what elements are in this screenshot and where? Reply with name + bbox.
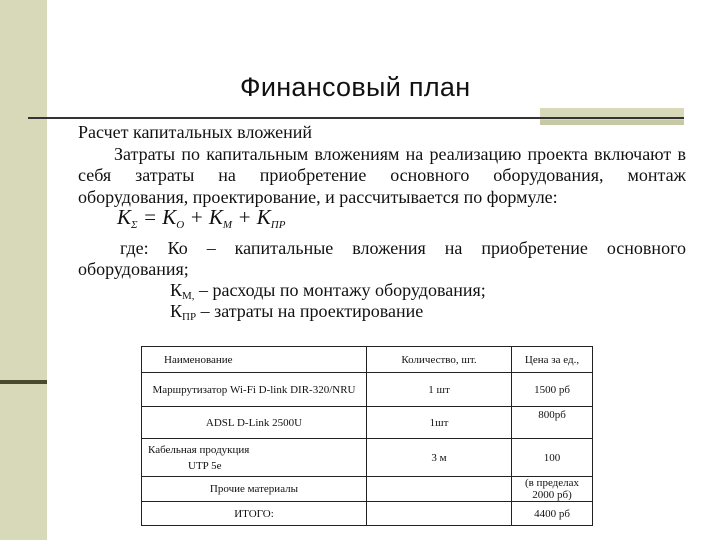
cost-table [141, 346, 593, 526]
total-label: ИТОГО: [142, 502, 367, 526]
formula-plus-1: + [184, 205, 209, 229]
table-total-row [142, 502, 593, 526]
formula-term-2: K [208, 205, 223, 229]
paragraph-line-3: оборудования, проектирование, и рассчитывается по формуле: [78, 186, 558, 207]
row-3-name-line-2: UTP 5e [188, 459, 222, 472]
table-row [142, 439, 593, 477]
header-qty: Количество, шт. [367, 347, 512, 373]
formula-term-1-sub: O [176, 219, 185, 231]
formula-lhs-sub: Σ [131, 219, 138, 231]
kpr-definition [170, 301, 423, 323]
section-heading: Расчет капитальных вложений [78, 122, 313, 142]
side-accent-bar [0, 0, 47, 540]
header-name: Наименование [142, 347, 367, 373]
total-qty [367, 502, 512, 526]
formula-plus-2: + [232, 205, 257, 229]
kpr-text: – затраты на проектирование [196, 301, 424, 321]
row-2-price: 800рб [512, 407, 593, 439]
table-header-row [142, 347, 593, 373]
row-2-name: ADSL D-Link 2500U [142, 407, 367, 439]
slide-title: Финансовый план [240, 72, 471, 102]
where-definition-continuation: оборудования; [78, 259, 189, 279]
row-1-qty: 1 шт [367, 373, 512, 407]
row-3-price: 100 [512, 439, 593, 477]
formula-term-3-sub: ПР [270, 219, 286, 231]
km-symbol: К [170, 280, 183, 300]
row-1-price: 1500 рб [512, 373, 593, 407]
paragraph-line-2: себя затраты на приобретение основного оборудования, монтаж [78, 165, 686, 185]
where-definition-line: где: Ко – капитальные вложения на приобретение основного [120, 238, 686, 258]
row-4-qty [367, 477, 512, 502]
header-price: Цена за ед., [512, 347, 593, 373]
row-3-name [142, 439, 367, 477]
row-4-name: Прочие материалы [142, 477, 367, 502]
total-price: 4400 рб [512, 502, 593, 526]
row-1-name: Маршрутизатор Wi-Fi D-link DIR-320/NRU [142, 373, 367, 407]
formula-lhs: K [117, 205, 132, 229]
side-accent-divider [0, 380, 47, 384]
paragraph-line-1: Затраты по капитальным вложениям на реализацию проекта включают в [114, 143, 686, 164]
km-definition [170, 280, 486, 302]
table-row [142, 407, 593, 439]
row-2-qty: 1шт [367, 407, 512, 439]
km-subscript: М, [182, 290, 195, 302]
formula-term-2-sub: M [222, 219, 233, 231]
kpr-symbol: К [170, 301, 183, 321]
capital-formula [117, 205, 285, 231]
body-text [78, 122, 686, 208]
title-underline [28, 117, 684, 119]
formula-term-1: K [162, 205, 177, 229]
table-row [142, 373, 593, 407]
row-3-name-line-1: Кабельная продукция [148, 443, 250, 456]
formula-term-3: K [256, 205, 271, 229]
table-row [142, 477, 593, 502]
formula-eq: = [137, 205, 163, 229]
km-text: – расходы по монтажу оборудования; [194, 280, 486, 300]
row-4-price: (в пределах 2000 рб) [512, 477, 593, 502]
row-3-qty: 3 м [367, 439, 512, 477]
kpr-subscript: ПР [182, 311, 197, 323]
